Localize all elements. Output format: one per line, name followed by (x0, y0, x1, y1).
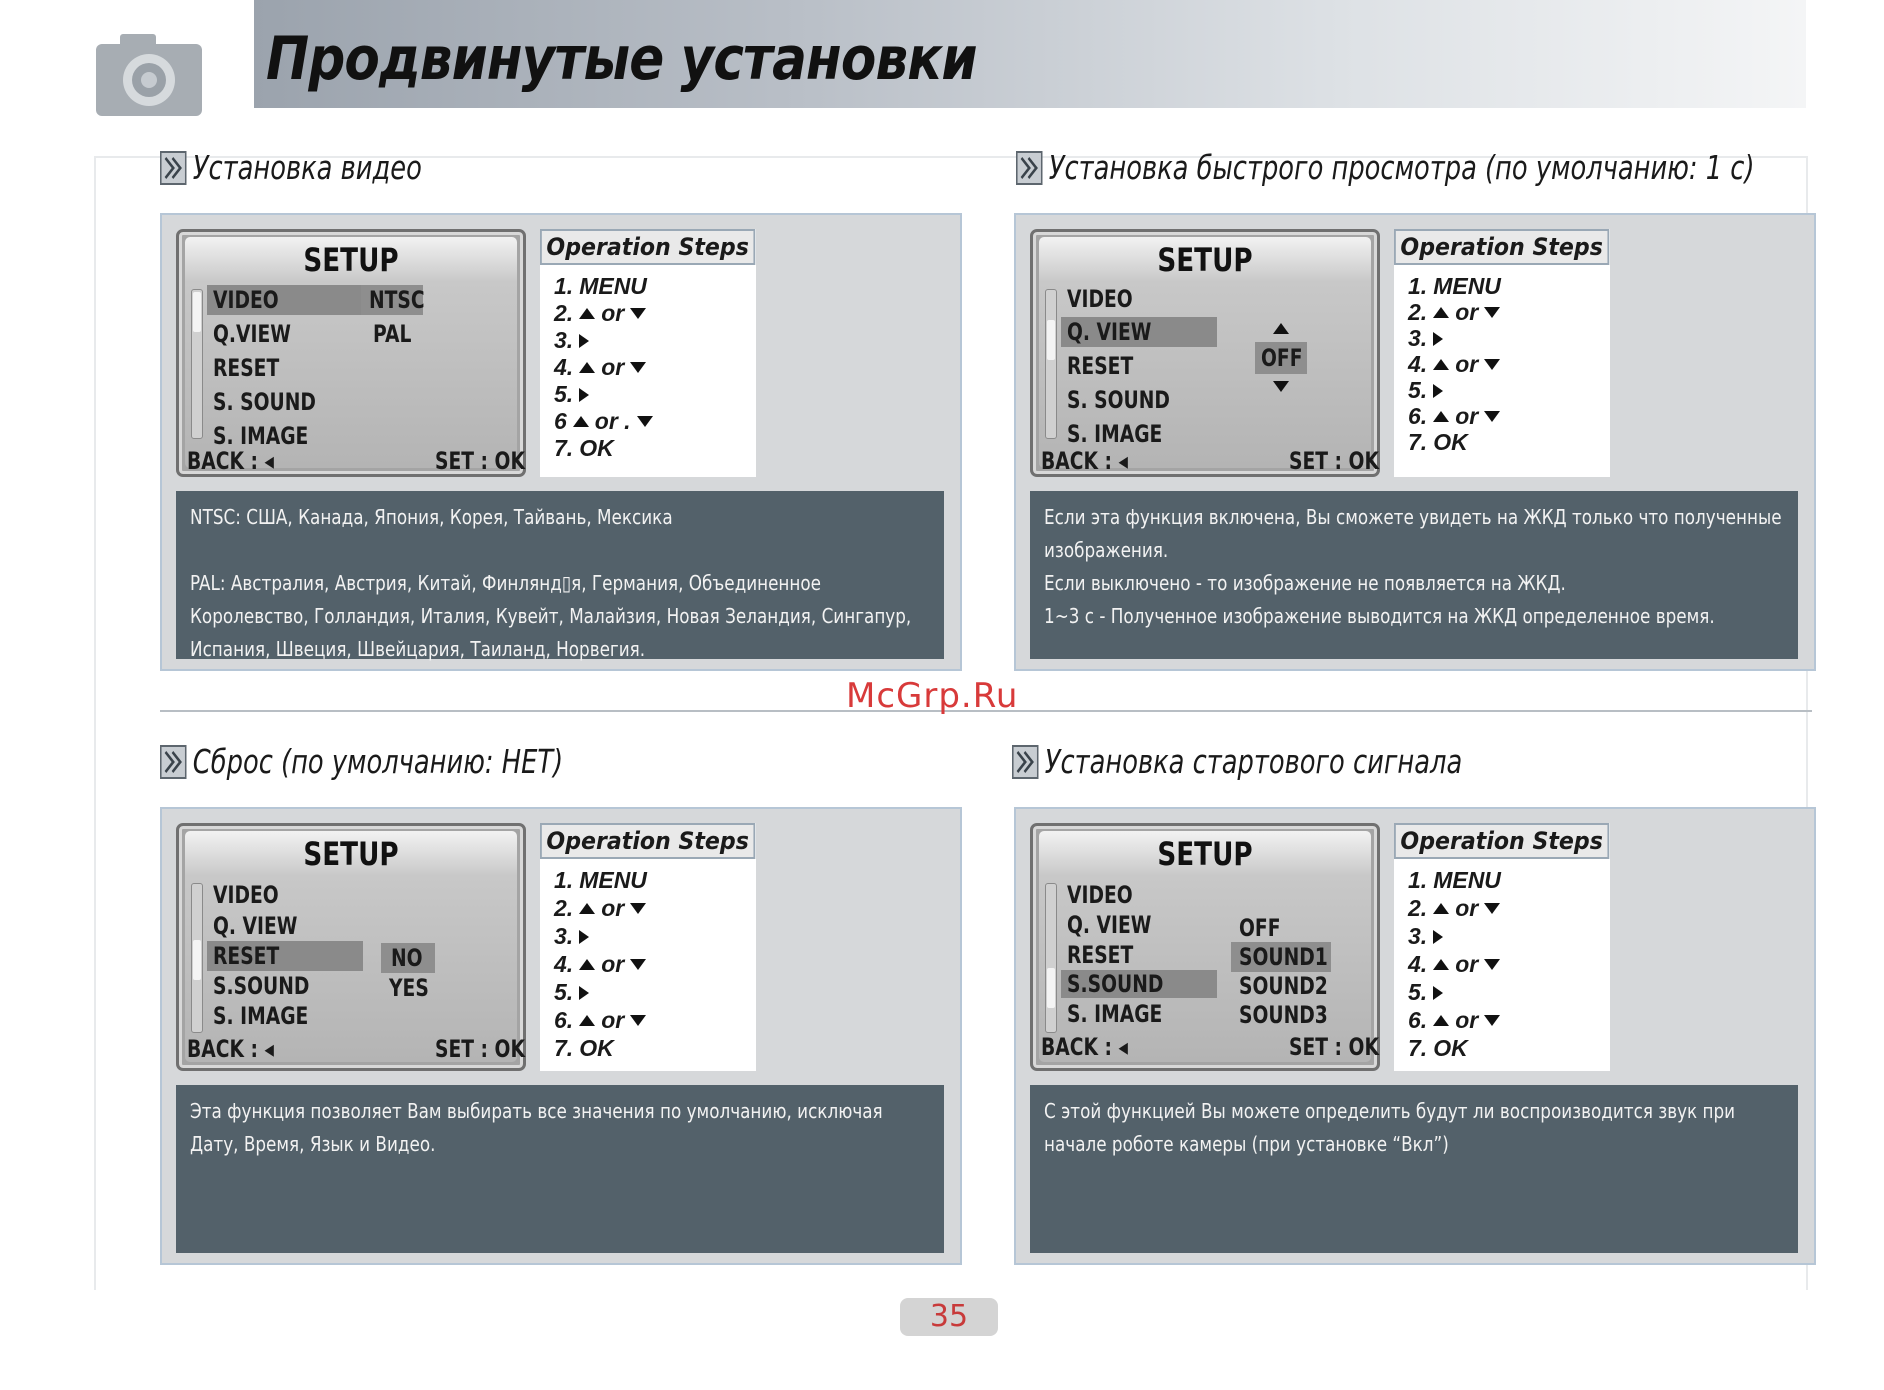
step-3: 3. (554, 327, 589, 354)
lcd-scrollbar (1045, 883, 1057, 1033)
description-box (1030, 1085, 1798, 1253)
up-arrow-icon (1433, 959, 1449, 970)
step-7: 7. OK (1408, 429, 1468, 455)
lcd-screen (1030, 823, 1380, 1071)
menu-item-sound: S. SOUND (213, 388, 316, 416)
up-arrow-icon (1273, 323, 1289, 334)
step-6: 6. or (1408, 1007, 1500, 1034)
section-heading-text: Установка видео (192, 148, 422, 187)
down-arrow-icon (1273, 381, 1289, 392)
up-arrow-icon (579, 362, 595, 373)
down-arrow-icon (630, 903, 646, 914)
step-2: 2. or (1408, 895, 1500, 922)
section-bullet-icon (160, 745, 187, 779)
operation-steps-title: Operation Steps (1394, 823, 1609, 859)
option-yes: YES (389, 974, 429, 1002)
operation-steps-title: Operation Steps (1394, 229, 1609, 265)
down-arrow-icon (630, 1015, 646, 1026)
option-pal: PAL (373, 320, 412, 348)
step-5: 5. (554, 381, 589, 408)
section-heading-video (160, 148, 422, 187)
section-bullet-icon (1016, 151, 1043, 185)
right-arrow-icon (579, 334, 589, 348)
step-6: 6 or . (554, 408, 653, 435)
up-arrow-icon (579, 308, 595, 319)
section-bullet-icon (1012, 745, 1039, 779)
operation-steps (540, 229, 756, 477)
menu-item-sound: S.SOUND (1067, 970, 1164, 998)
step-7: 7. OK (1408, 1035, 1468, 1061)
lcd-title: SETUP (1157, 241, 1253, 279)
lcd-scrollbar (1045, 289, 1057, 439)
option-no: NO (391, 944, 423, 972)
option-off: OFF (1239, 914, 1281, 942)
menu-item-image: S. IMAGE (213, 1002, 309, 1030)
menu-item-image: S. IMAGE (213, 422, 309, 450)
down-arrow-icon (1484, 903, 1500, 914)
section-heading-quickview (1016, 148, 1754, 187)
right-arrow-icon (579, 986, 589, 1000)
description-line: Если эта функция включена, Вы сможете увидеть на ЖКД только что полученные изображения. (1044, 505, 1782, 562)
menu-item-qview: Q.VIEW (213, 320, 291, 348)
operation-steps-title: Operation Steps (540, 823, 755, 859)
lcd-title: SETUP (303, 241, 399, 279)
up-arrow-icon (1433, 1015, 1449, 1026)
right-arrow-icon (579, 388, 589, 402)
lcd-screen (1030, 229, 1380, 477)
step-5: 5. (1408, 979, 1443, 1006)
lcd-set-label: SET : OK (1289, 1033, 1379, 1061)
panel-video (160, 213, 962, 671)
step-3: 3. (1408, 923, 1443, 950)
step-6: 6. or (554, 1007, 646, 1034)
step-1: 1. MENU (554, 273, 647, 299)
down-arrow-icon (637, 416, 653, 427)
menu-item-reset: RESET (1067, 352, 1134, 380)
down-arrow-icon (1484, 359, 1500, 370)
operation-steps (1394, 823, 1610, 1071)
description-box (176, 1085, 944, 1253)
step-3: 3. (554, 923, 589, 950)
menu-item-image: S. IMAGE (1067, 420, 1163, 448)
down-arrow-icon (1484, 1015, 1500, 1026)
menu-item-sound: S. SOUND (1067, 386, 1170, 414)
lcd-scrollbar (191, 883, 203, 1033)
lcd-set-label: SET : OK (435, 447, 525, 475)
lcd-set-label: SET : OK (435, 1035, 525, 1063)
step-4: 4. or (554, 354, 646, 381)
step-7: 7. OK (554, 435, 614, 461)
lcd-screen (176, 823, 526, 1071)
up-arrow-icon (1433, 359, 1449, 370)
step-1: 1. MENU (1408, 273, 1501, 299)
operation-steps (1394, 229, 1610, 477)
right-arrow-icon (1433, 986, 1443, 1000)
step-4: 4. or (1408, 351, 1500, 378)
operation-steps-title: Operation Steps (540, 229, 755, 265)
panel-quickview (1014, 213, 1816, 671)
step-5: 5. (1408, 377, 1443, 404)
up-arrow-icon (573, 416, 589, 427)
description-line: PAL: Австралия, Австрия, Китай, Финлянд▯я, Германия, Объединенное Королевство, Голландия, Италия, Кувейт, Малайзия, Новая Зеландия, Сингапур, Испания, Швеция, Швейцария, Таиланд, Норвегия. (190, 571, 912, 661)
lcd-screen (176, 229, 526, 477)
step-1: 1. MENU (1408, 867, 1501, 893)
right-arrow-icon (1433, 384, 1443, 398)
step-7: 7. OK (554, 1035, 614, 1061)
step-4: 4. or (1408, 951, 1500, 978)
description-line: Эта функция позволяет Вам выбирать все значения по умолчанию, исключая Дату, Время, Язык и Видео. (190, 1099, 883, 1156)
menu-item-reset: RESET (1067, 941, 1134, 969)
section-bullet-icon (160, 151, 187, 185)
description-box (176, 491, 944, 659)
option-sound2: SOUND2 (1239, 972, 1328, 1000)
step-5: 5. (554, 979, 589, 1006)
lcd-back-label: BACK : ◂ (1041, 1033, 1128, 1061)
watermark: McGrp.Ru (846, 676, 1019, 716)
down-arrow-icon (630, 308, 646, 319)
lcd-back-label: BACK : ◂ (1041, 447, 1128, 475)
down-arrow-icon (1484, 411, 1500, 422)
up-arrow-icon (1433, 903, 1449, 914)
lcd-back-label: BACK : ◂ (187, 447, 274, 475)
description-box (1030, 491, 1798, 659)
lcd-title: SETUP (303, 835, 399, 873)
down-arrow-icon (630, 959, 646, 970)
right-arrow-icon (579, 930, 589, 944)
option-ntsc: NTSC (369, 286, 425, 314)
down-arrow-icon (1484, 959, 1500, 970)
menu-item-sound: S.SOUND (213, 972, 310, 1000)
description-line: NTSC: США, Канада, Япония, Корея, Тайвань, Мексика (190, 505, 673, 529)
lcd-back-label: BACK : ◂ (187, 1035, 274, 1063)
section-heading-text: Установка стартового сигнала (1044, 742, 1463, 781)
step-2: 2. or (554, 300, 646, 327)
menu-item-qview: Q. VIEW (1067, 318, 1152, 346)
step-3: 3. (1408, 325, 1443, 352)
page-title: Продвинутые установки (266, 24, 977, 94)
panel-reset (160, 807, 962, 1265)
down-arrow-icon (630, 362, 646, 373)
step-6: 6. or (1408, 403, 1500, 430)
right-arrow-icon (1433, 332, 1443, 346)
menu-item-image: S. IMAGE (1067, 1000, 1163, 1028)
step-2: 2. or (1408, 299, 1500, 326)
description-line: Если выключено - то изображение не появляется на ЖКД. (1044, 571, 1566, 595)
menu-item-reset: RESET (213, 354, 280, 382)
lcd-scrollbar (191, 289, 203, 439)
step-4: 4. or (554, 951, 646, 978)
section-heading-text: Установка быстрого просмотра (по умолчанию: 1 с) (1048, 148, 1755, 187)
camera-icon (94, 30, 204, 118)
menu-item-qview: Q. VIEW (213, 912, 298, 940)
lcd-set-label: SET : OK (1289, 447, 1379, 475)
menu-item-video: VIDEO (213, 881, 279, 909)
lcd-title: SETUP (1157, 835, 1253, 873)
section-heading-reset (160, 742, 563, 781)
option-sound3: SOUND3 (1239, 1001, 1328, 1029)
section-heading-startsound (1012, 742, 1462, 781)
option-sound1: SOUND1 (1239, 943, 1328, 971)
menu-item-reset: RESET (213, 942, 280, 970)
page-number: 35 (900, 1298, 998, 1336)
operation-steps (540, 823, 756, 1071)
menu-item-qview: Q. VIEW (1067, 911, 1152, 939)
page-frame-left (94, 156, 96, 1290)
step-1: 1. MENU (554, 867, 647, 893)
option-off: OFF (1261, 344, 1303, 372)
menu-item-video: VIDEO (1067, 285, 1133, 313)
down-arrow-icon (1484, 307, 1500, 318)
panel-start-sound (1014, 807, 1816, 1265)
description-line: С этой функцией Вы можете определить будут ли воспроизводится звук при начале роботе камеры (при установке “Вкл”) (1044, 1099, 1736, 1156)
menu-item-video: VIDEO (1067, 881, 1133, 909)
right-arrow-icon (1433, 930, 1443, 944)
section-heading-text: Сброс (по умолчанию: НЕТ) (192, 742, 564, 781)
up-arrow-icon (1433, 307, 1449, 318)
menu-item-video: VIDEO (213, 286, 279, 314)
up-arrow-icon (1433, 411, 1449, 422)
step-2: 2. or (554, 895, 646, 922)
up-arrow-icon (579, 959, 595, 970)
up-arrow-icon (579, 1015, 595, 1026)
description-line: 1~3 с - Полученное изображение выводится на ЖКД определенное время. (1044, 604, 1715, 628)
up-arrow-icon (579, 903, 595, 914)
